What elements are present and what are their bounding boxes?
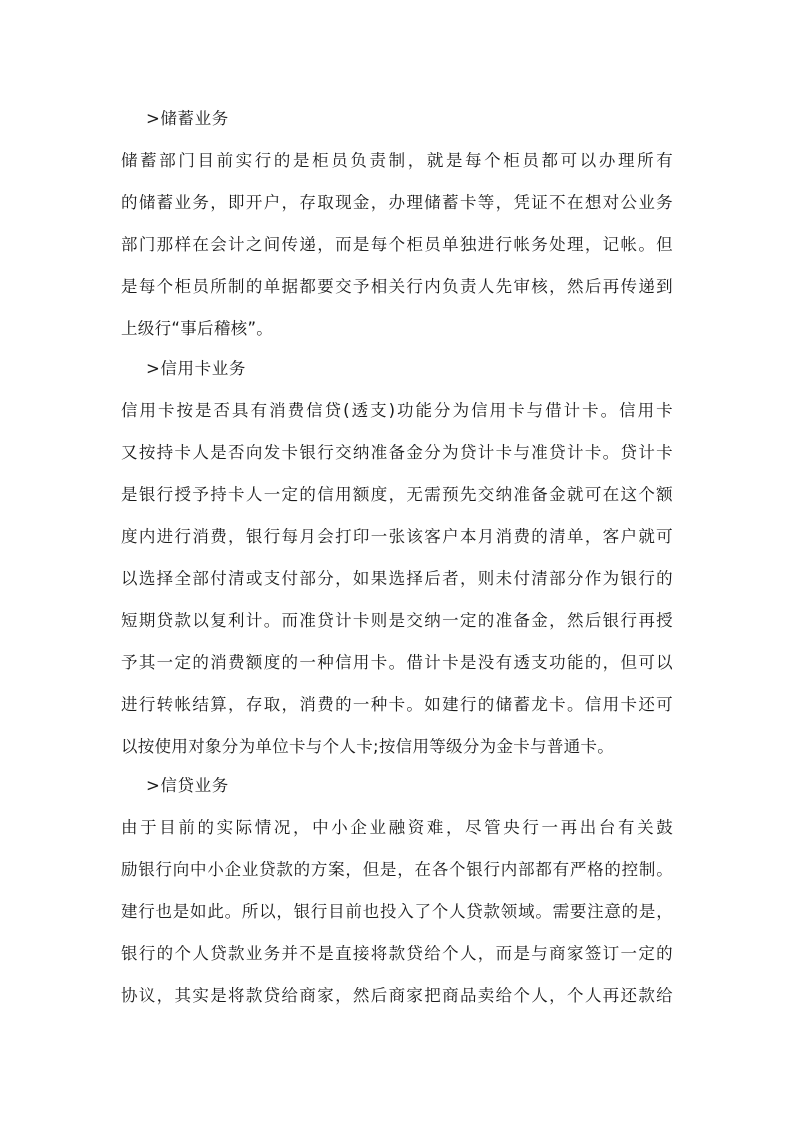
section-heading-credit-card: >信用卡业务 <box>146 359 246 378</box>
paragraph-line: 进行转帐结算，存取，消费的一种卡。如建行的储蓄龙卡。信用卡还可 <box>121 695 673 714</box>
section-heading-savings: >储蓄业务 <box>146 109 229 128</box>
paragraph-line: 予其一定的消费额度的一种信用卡。借计卡是没有透支功能的，但可以 <box>121 653 673 672</box>
paragraph-line: 以按使用对象分为单位卡与个人卡;按信用等级分为金卡与普通卡。 <box>121 737 615 756</box>
paragraph-line: 建行也是如此。所以，银行目前也投入了个人贷款领域。需要注意的是， <box>121 902 673 921</box>
paragraph-line: 储蓄部门目前实行的是柜员负责制，就是每个柜员都可以办理所有 <box>121 151 673 170</box>
paragraph-line: 上级行“事后稽核”。 <box>121 319 274 338</box>
paragraph-line: 又按持卡人是否向发卡银行交纳准备金分为贷计卡与准贷计卡。贷计卡 <box>121 443 673 462</box>
paragraph-line: 是每个柜员所制的单据都要交予相关行内负责人先审核，然后再传递到 <box>121 277 673 296</box>
paragraph-line: 信用卡按是否具有消费信贷(透支)功能分为信用卡与借计卡。信用卡 <box>121 401 673 420</box>
paragraph-line: 度内进行消费，银行每月会打印一张该客户本月消费的清单，客户就可 <box>121 527 673 546</box>
paragraph-line: 的储蓄业务，即开户，存取现金，办理储蓄卡等，凭证不在想对公业务 <box>121 193 673 212</box>
paragraph-line: 励银行向中小企业贷款的方案，但是，在各个银行内部都有严格的控制。 <box>121 860 673 879</box>
section-heading-credit-loans: >信贷业务 <box>146 776 229 795</box>
paragraph-line: 以选择全部付清或支付部分，如果选择后者，则未付清部分作为银行的 <box>121 569 673 588</box>
paragraph-line: 部门那样在会计之间传递，而是每个柜员单独进行帐务处理，记帐。但 <box>121 235 673 254</box>
paragraph-line: 是银行授予持卡人一定的信用额度，无需预先交纳准备金就可在这个额 <box>121 485 673 504</box>
paragraph-line: 短期贷款以复利计。而准贷计卡则是交纳一定的准备金，然后银行再授 <box>121 611 673 630</box>
paragraph-line: 协议，其实是将款贷给商家，然后商家把商品卖给个人，个人再还款给 <box>121 986 673 1005</box>
paragraph-line: 银行的个人贷款业务并不是直接将款贷给个人，而是与商家签订一定的 <box>121 944 673 963</box>
paragraph-line: 由于目前的实际情况，中小企业融资难，尽管央行一再出台有关鼓 <box>121 818 673 837</box>
